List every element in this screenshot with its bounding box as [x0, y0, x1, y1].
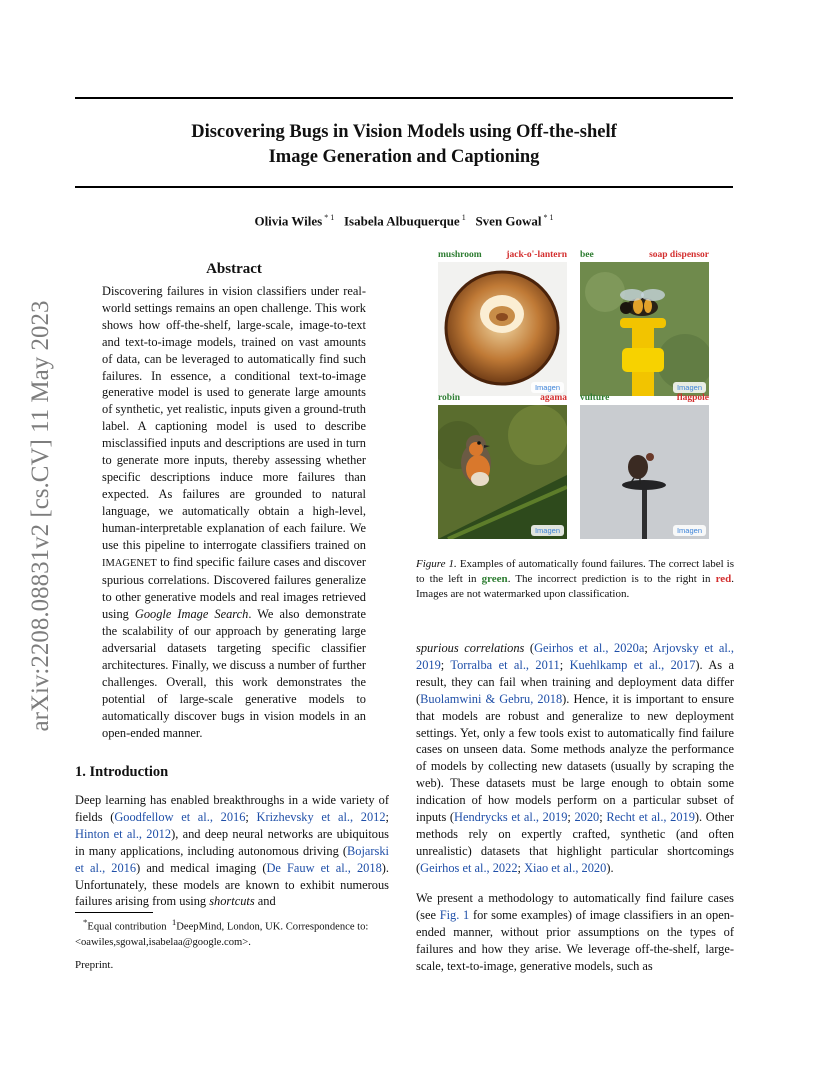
abstract-text: Discovering failures in vision classifiers under real-world settings remains an open challenge. This work shows how off-the-shelf, large-scale, image-to-text and text-to-image models, trained on vast amounts of data, can be leveraged to automatically find such failures. In essence, a conditional text-to-image generative model is used to generate large amounts of synthetic, yet realistic, inputs given a ground-truth label. A captioning model is used to describe misclassified inputs and descriptions are used in turn to generate more inputs, thereby assessing whether specific descriptions induce more failures than expected. As failures are grounded to natural language, we automatically obtain a high-level, human-interpretable explanation of each failure. We use this pipeline to interrogate classifiers trained on [102, 284, 366, 552]
arxiv-id-text: arXiv:2208.08831v2 [cs.CV] 11 May 2023 [27, 300, 54, 732]
author-marks: * 1 [322, 213, 335, 222]
text-run: ). Hence, it is important to ensure that models are robust and generalize to new deployment settings. Yet, only a few tools exist to automatically find failure cases on unseen data. Some methods analyze the performance of models by collecting new datasets (usually by scraping the web). These datasets must be large enough to obtain some indication of how models perform on a particular subset of inputs ( [416, 691, 734, 825]
text-run: ; [567, 810, 575, 825]
imagenet-smallcaps: IMAGENET [102, 557, 157, 569]
text-run: ; [644, 641, 653, 655]
true-label: mushroom [438, 250, 482, 260]
emphasized-text: spurious correlations [416, 641, 525, 655]
title-top-rule [75, 97, 733, 99]
citation-link[interactable]: Goodfellow et al., 2016 [114, 809, 246, 824]
figure-caption [416, 557, 734, 602]
caption-green-word: green [481, 573, 508, 585]
author-marks: * 1 [541, 213, 554, 222]
author-marks: 1 [459, 213, 466, 222]
abstract-text: to find specific failure cases and discover spurious correlations. Discovered failures generalize to other generative models and real images retrieved using [102, 554, 366, 622]
text-run: ; [559, 657, 570, 672]
figure-panel-robin [438, 393, 567, 539]
citation-link[interactable]: Recht et al., 2019 [606, 810, 695, 825]
imagen-watermark: Imagen [673, 525, 706, 536]
true-label: bee [580, 250, 594, 260]
text-run: ). Other methods rely on expertly crafted, synthetic (and often unrealistic) datasets that highlight particular shortcomings ( [416, 810, 734, 875]
predicted-label: soap dispensor [649, 250, 709, 260]
figure-panel-mushroom [438, 250, 567, 396]
text-run: ), and deep neural networks are ubiquitous in many applications, including autonomous driving ( [75, 826, 389, 858]
imagen-watermark: Imagen [673, 382, 706, 393]
text-run: and [254, 894, 276, 909]
abstract-body [102, 283, 366, 741]
right-column-paragraph-2 [416, 890, 734, 975]
caption-text: . Images are not watermarked upon classification. [416, 573, 734, 600]
predicted-label: flagpole [676, 393, 709, 403]
figure-panel-vulture [580, 393, 709, 539]
paper-title [75, 120, 733, 170]
text-run: ). [606, 860, 614, 875]
footnote-star: * [82, 917, 88, 927]
caption-red-word: red [715, 573, 732, 585]
text-run: ; [245, 809, 257, 824]
citation-link[interactable]: 2020 [574, 810, 600, 825]
author-list [75, 213, 733, 229]
robin-image [438, 405, 567, 539]
title-line-2: Image Generation and Captioning [268, 147, 540, 167]
footnote-one: 1 [171, 917, 177, 927]
author-name: Olivia Wiles [254, 213, 323, 229]
vulture-image [580, 405, 709, 539]
imagen-watermark: Imagen [531, 525, 564, 536]
caption-prefix: Figure 1. [416, 558, 457, 570]
mushroom-image [438, 262, 567, 396]
citation-link[interactable]: Hinton et al., 2012 [75, 826, 172, 841]
abstract-text: . We also demonstrate the scalability of our approach by generating large adversarial datasets targeting specific classifier architectures. Finally, we discuss a number of further challenges. Overall, this work demonstrates the potential of large-scale generative models to automatically discover bugs in vision models in an open-ended manner. [102, 607, 366, 740]
text-run: ) and medical imaging ( [136, 860, 267, 875]
author-name: Sven Gowal [475, 213, 542, 229]
text-run: ; [517, 860, 525, 875]
text-run: Deep learning has enabled breakthroughs in a wide variety of fields ( [75, 793, 389, 824]
title-bottom-rule [75, 186, 733, 188]
text-run: ). As a result, they can fail when training and deployment data differ ( [416, 657, 734, 706]
true-label: vulture [580, 393, 610, 403]
footnote [75, 915, 389, 950]
footnote-equal: Equal contribution [87, 921, 167, 933]
section-heading-introduction: 1. Introduction [75, 764, 169, 780]
predicted-label: jack-o'-lantern [506, 250, 567, 260]
title-line-1: Discovering Bugs in Vision Models using Off-the-shelf [191, 122, 617, 142]
citation-link[interactable]: De Fauw et al., 2018 [266, 860, 382, 875]
caption-text: Examples of automatically found failures. The correct label is to the left in [416, 558, 735, 585]
citation-link[interactable]: Geirhos et al., 2020a [534, 641, 645, 655]
caption-text: . The incorrect prediction is to the right in [507, 573, 716, 585]
citation-link[interactable]: Xiao et al., 2020 [524, 860, 607, 875]
text-run: We present a methodology to automatically find failure cases (see [416, 891, 734, 922]
citation-link[interactable]: Kuehlkamp et al., 2017 [569, 657, 696, 672]
citation-link[interactable]: Geirhos et al., 2022 [420, 860, 518, 875]
citation-link[interactable]: Torralba et al., 2011 [450, 657, 560, 672]
arxiv-stamp [21, 276, 61, 756]
introduction-paragraph [75, 792, 389, 910]
predicted-label: agama [540, 393, 567, 403]
footnote-rule [75, 912, 153, 913]
google-image-search-term: Google Image Search [134, 607, 249, 622]
figure-panel-bee [580, 250, 709, 396]
author-name: Isabela Albuquerque [343, 213, 460, 229]
citation-link[interactable]: Buolamwini & Gebru, 2018 [420, 691, 563, 706]
true-label: robin [438, 393, 461, 403]
abstract-heading: Abstract [206, 261, 262, 277]
citation-link[interactable]: Fig. 1 [439, 907, 470, 922]
emphasized-text: shortcuts [209, 894, 255, 909]
citation-link[interactable]: Krizhevsky et al., 2012 [256, 809, 386, 824]
text-run: ; [440, 657, 451, 672]
citation-link[interactable]: Bojarski et al., 2016 [75, 843, 389, 875]
right-column-paragraph-1 [416, 640, 734, 877]
text-run: ; [385, 809, 389, 824]
footnote-affiliation: DeepMind, London, UK. Correspondence to: <oawiles,sgowal,isabelaa@google.com>. [75, 921, 369, 948]
text-run: ; [599, 810, 607, 825]
bee-image [580, 262, 709, 396]
citation-link[interactable]: Hendrycks et al., 2019 [454, 810, 568, 825]
text-run: for some examples) of image classifiers in an open-ended manner, without prior assumptions on the types of failures and how they arise. We leverage off-the-shelf, large-scale, text-to-image, generative models, such as [416, 907, 735, 973]
citation-link[interactable]: Arjovsky et al., 2019 [416, 641, 734, 672]
text-run: ). Unfortunately, these models are known to exhibit numerous failures arising from using [75, 860, 389, 909]
preprint-note: Preprint. [75, 959, 114, 971]
imagen-watermark: Imagen [531, 382, 564, 393]
text-run: ( [524, 641, 535, 655]
